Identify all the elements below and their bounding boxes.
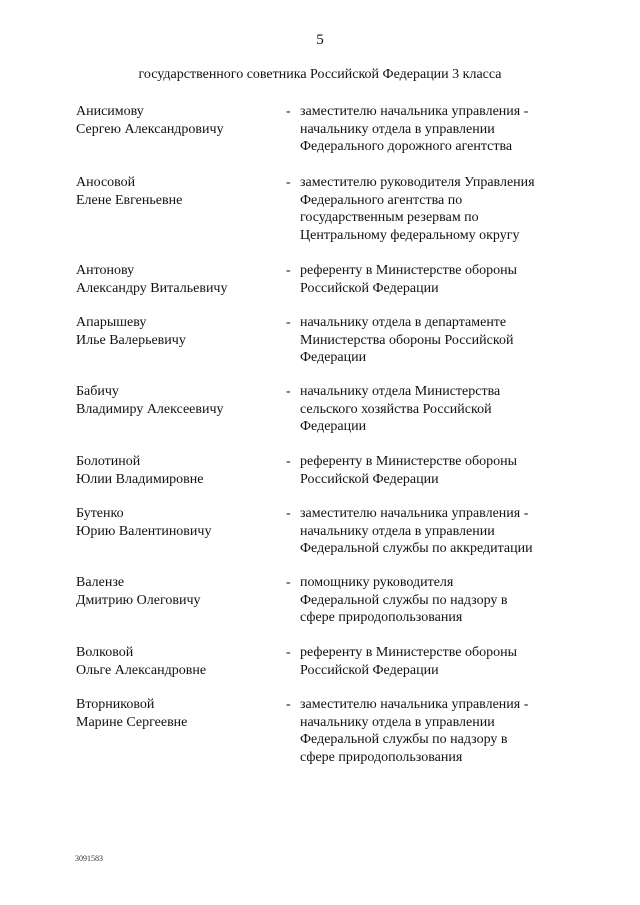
dash-separator: -	[286, 315, 291, 330]
given-names: Марине Сергеевне	[76, 714, 188, 730]
surname: Бабичу	[76, 384, 119, 399]
appointee-name	[76, 644, 276, 679]
surname: Апарышеву	[76, 315, 147, 330]
appointee-name	[76, 262, 276, 297]
position-line: Российской Федерации	[300, 280, 439, 296]
page-number: 5	[316, 32, 324, 48]
given-names: Ольге Александровне	[76, 662, 207, 678]
appointee-name	[76, 505, 276, 540]
position-line: заместителю начальника управления -	[300, 506, 529, 521]
dash-separator: -	[286, 104, 291, 119]
position-line: референту в Министерстве обороны	[300, 263, 517, 278]
position-line: Федерального агентства по	[300, 192, 463, 208]
dash-separator: -	[286, 454, 291, 469]
appointee-name	[76, 174, 276, 209]
position-line: Федерации	[300, 419, 367, 434]
given-names: Юлии Владимировне	[76, 471, 204, 487]
appointee-name	[76, 383, 276, 418]
document-code: 3091583	[75, 854, 103, 863]
position-line: начальнику отдела Министерства	[300, 384, 501, 399]
position-line: Федеральной службы по надзору в	[300, 732, 508, 747]
position-line: Российской Федерации	[300, 471, 439, 487]
position-line: Федерации	[300, 350, 367, 365]
position-line: начальнику отдела в департаменте	[300, 315, 507, 330]
given-names: Сергею Александровичу	[76, 121, 224, 137]
position-line: заместителю руководителя Управления	[300, 175, 535, 190]
position-line: начальнику отдела в управлении	[300, 714, 495, 730]
position-line: сфере природопользования	[300, 749, 463, 765]
dash-separator: -	[286, 645, 291, 660]
surname: Волковой	[76, 645, 134, 660]
dash-separator: -	[286, 697, 291, 712]
position-text	[300, 174, 590, 244]
surname: Анисимову	[76, 104, 144, 119]
position-line: заместителю начальника управления -	[300, 104, 529, 119]
position-line: сельского хозяйства Российской	[300, 401, 492, 417]
surname: Антонову	[76, 263, 135, 278]
position-text	[300, 314, 590, 367]
appointee-name	[76, 696, 276, 731]
position-line: Центральному федеральному округу	[300, 227, 520, 243]
position-line: Российской Федерации	[300, 662, 439, 678]
position-text	[300, 383, 590, 436]
dash-separator: -	[286, 506, 291, 521]
appointee-name	[76, 574, 276, 609]
position-text	[300, 644, 590, 679]
appointee-name	[76, 103, 276, 138]
position-line: помощнику руководителя	[300, 575, 454, 590]
position-line: начальнику отдела в управлении	[300, 121, 495, 137]
given-names: Юрию Валентиновичу	[76, 523, 212, 539]
surname: Аносовой	[76, 175, 136, 190]
dash-separator: -	[286, 175, 291, 190]
dash-separator: -	[286, 384, 291, 399]
position-line: Федеральной службы по аккредитации	[300, 541, 533, 556]
given-names: Илье Валерьевичу	[76, 332, 186, 348]
position-line: референту в Министерстве обороны	[300, 454, 517, 469]
position-text	[300, 262, 590, 297]
dash-separator: -	[286, 263, 291, 278]
given-names: Владимиру Алексеевичу	[76, 401, 224, 417]
position-line: Федерального дорожного агентства	[300, 139, 513, 154]
position-line: заместителю начальника управления -	[300, 697, 529, 712]
page-heading: государственного советника Российской Федерации 3 класса	[138, 67, 502, 82]
position-line: сфере природопользования	[300, 610, 463, 625]
position-text	[300, 574, 590, 627]
position-text	[300, 505, 590, 558]
position-text	[300, 696, 590, 766]
given-names: Дмитрию Олеговичу	[76, 592, 201, 608]
position-line: Федеральной службы по надзору в	[300, 592, 508, 608]
appointee-name	[76, 314, 276, 349]
surname: Вторниковой	[76, 697, 155, 712]
given-names: Елене Евгеньевне	[76, 192, 183, 208]
position-text	[300, 103, 590, 156]
position-text	[300, 453, 590, 488]
position-line: начальнику отдела в управлении	[300, 523, 495, 539]
surname: Валензе	[76, 575, 125, 590]
position-line: Министерства обороны Российской	[300, 332, 514, 348]
given-names: Александру Витальевичу	[76, 280, 228, 296]
position-line: государственным резервам по	[300, 210, 479, 225]
surname: Бутенко	[76, 506, 124, 521]
appointee-name	[76, 453, 276, 488]
surname: Болотиной	[76, 454, 141, 469]
position-line: референту в Министерстве обороны	[300, 645, 517, 660]
dash-separator: -	[286, 575, 291, 590]
